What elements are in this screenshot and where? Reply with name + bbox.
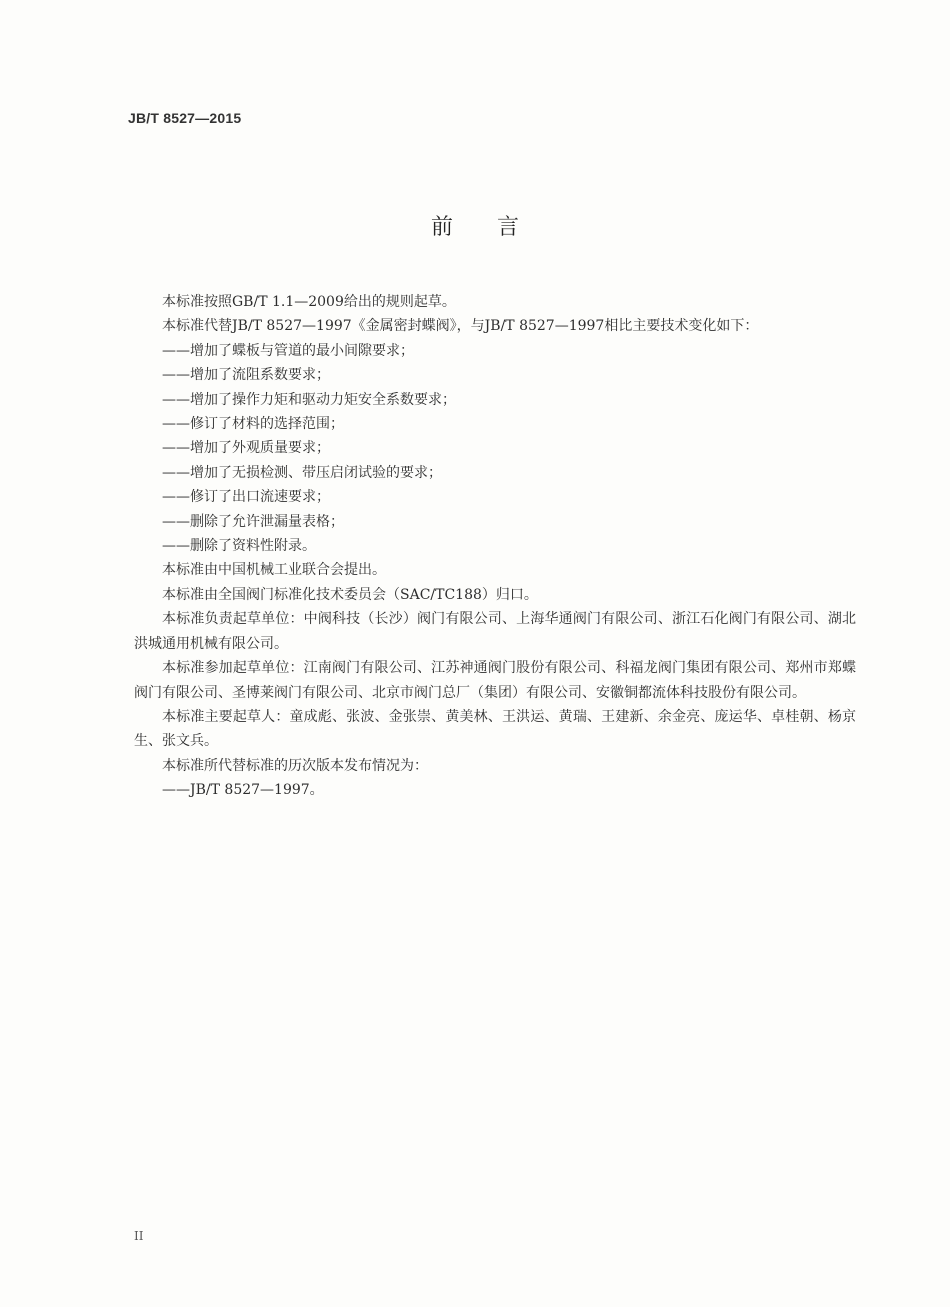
list-item: ——增加了无损检测、带压启闭试验的要求； <box>162 464 442 481</box>
list-item: ——增加了外观质量要求； <box>162 440 330 457</box>
list-item: ——修订了出口流速要求； <box>162 489 330 506</box>
list-item: ——增加了流阻系数要求； <box>162 367 330 384</box>
list-item: ——删除了资料性附录。 <box>162 538 316 555</box>
main-drafters: 本标准主要起草人：童成彪、张波、金张崇、黄美林、王洪运、黄瑞、王建新、余金亮、庞运华、卓桂朝、杨京生、张文兵。 <box>134 708 856 750</box>
foreword-body <box>134 290 856 803</box>
proposed-by: 本标准由中国机械工业联合会提出。 <box>162 562 386 579</box>
page-number: II <box>134 1229 144 1243</box>
list-item: ——修订了材料的选择范围； <box>162 416 344 433</box>
participating-units: 本标准参加起草单位：江南阀门有限公司、江苏神通阀门股份有限公司、科福龙阀门集团有限公司、郑州市郑蝶阀门有限公司、圣博莱阀门有限公司、北京市阀门总厂（集团）有限公司、安徽铜都流体科技股份有限公司。 <box>134 660 856 701</box>
document-code: JB/T 8527—2015 <box>128 110 242 126</box>
list-item: ——增加了蝶板与管道的最小间隙要求； <box>162 342 414 359</box>
page-title: 前言 <box>430 215 563 240</box>
history-intro: 本标准所代替标准的历次版本发布情况为： <box>162 757 428 774</box>
list-item: ——增加了操作力矩和驱动力矩安全系数要求； <box>162 391 456 408</box>
list-item: ——删除了允许泄漏量表格； <box>162 513 344 530</box>
history-item: ——JB/T 8527—1997。 <box>162 782 324 799</box>
responsible-units: 本标准负责起草单位：中阀科技（长沙）阀门有限公司、上海华通阀门有限公司、浙江石化阀门有限公司、湖北洪城通用机械有限公司。 <box>134 611 856 652</box>
intro-line-1: 本标准按照GB/T 1.1—2009给出的规则起草。 <box>162 294 456 310</box>
intro-line-2: 本标准代替JB/T 8527—1997《金属密封蝶阀》，与JB/T 8527—1997相比主要技术变化如下： <box>162 318 759 335</box>
centralized-by: 本标准由全国阀门标准化技术委员会（SAC/TC188）归口。 <box>162 586 538 603</box>
